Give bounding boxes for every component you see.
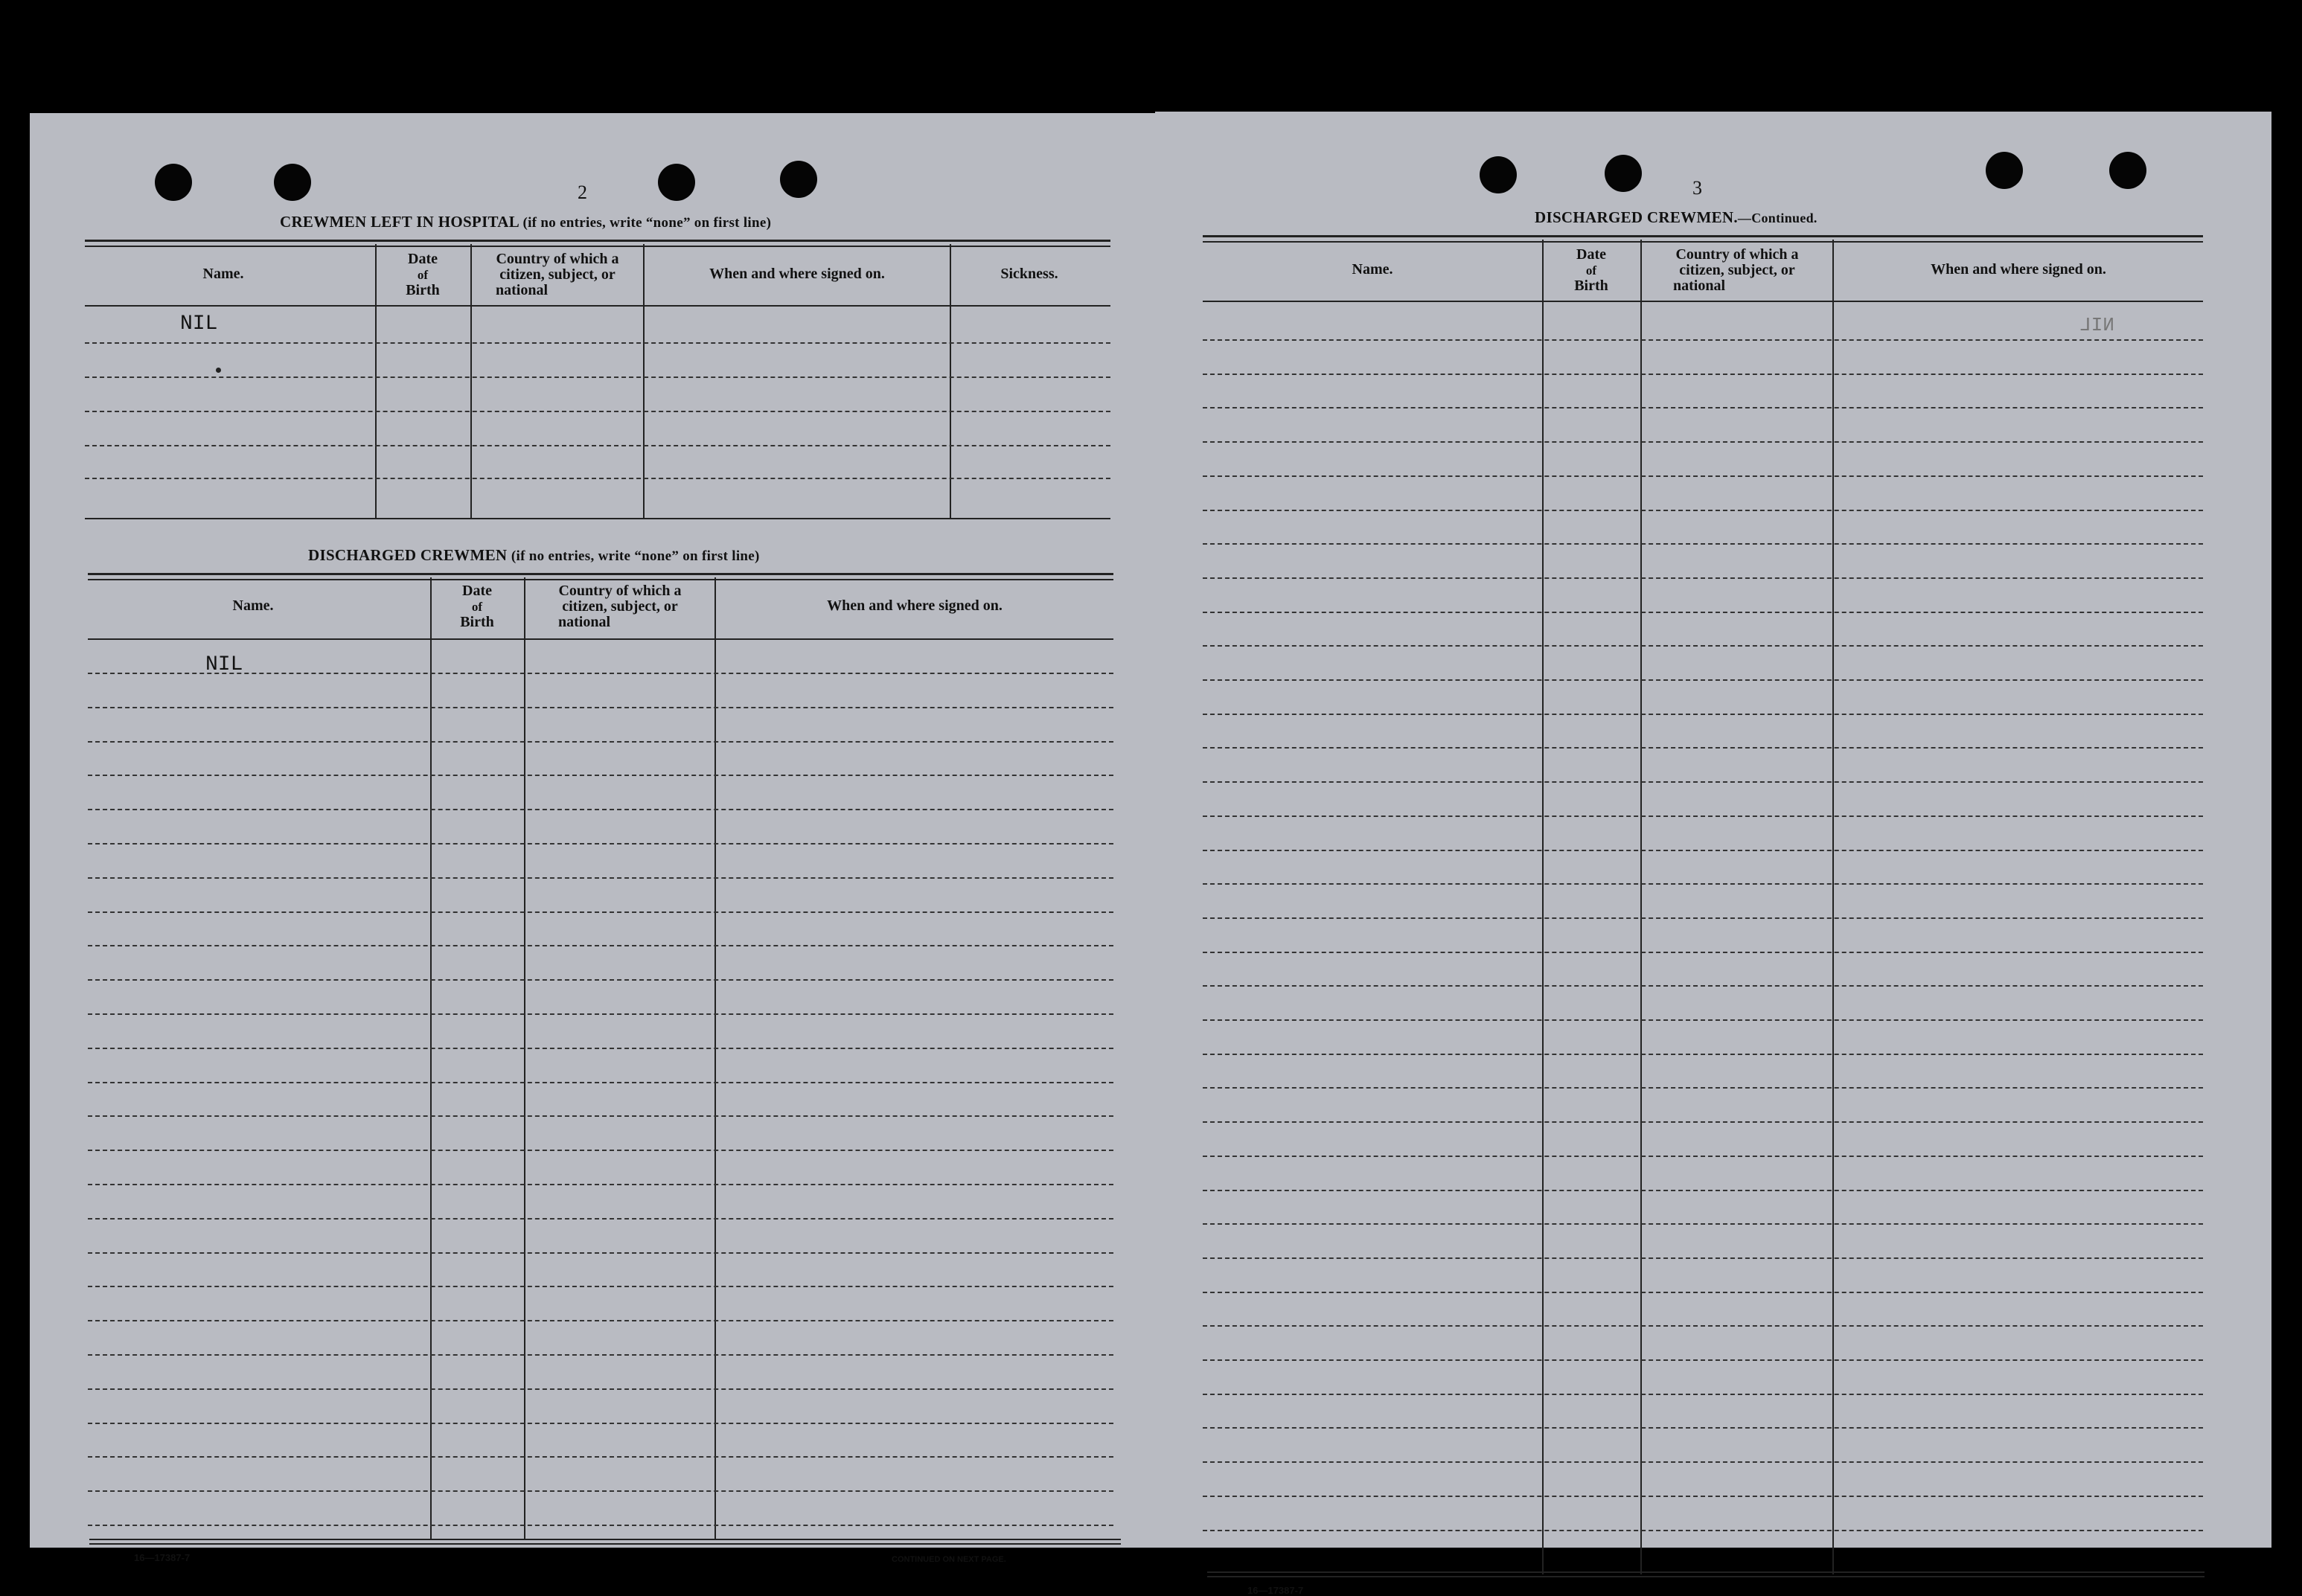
header-bottom-rule (85, 305, 1110, 307)
page-number: 3 (1692, 177, 1702, 199)
header-rule (85, 240, 1110, 242)
entry-line (88, 673, 1113, 674)
punch-hole (274, 164, 311, 201)
entry-line (1203, 543, 2203, 545)
entry-line (88, 1184, 1113, 1185)
punch-hole (780, 161, 817, 198)
entry-line (1203, 985, 2203, 987)
entry-line (1203, 645, 2203, 647)
entry-line (1203, 714, 2203, 715)
entry-line (1203, 781, 2203, 783)
column-header-name: Name. (1352, 261, 1393, 278)
ink-dot (216, 368, 221, 373)
entry-line (1203, 952, 2203, 953)
column-header-name: Name. (202, 266, 244, 282)
entry-line (1203, 577, 2203, 579)
column-divider (1832, 240, 1834, 1574)
discharged-section-title: DISCHARGED CREWMEN (if no entries, write “none” on first line) (308, 546, 760, 564)
entry-line (1203, 1087, 2203, 1089)
column-header-signed-on: When and where signed on. (709, 266, 885, 282)
entry-line (85, 478, 1110, 479)
entry-line (1203, 510, 2203, 511)
entry-line (1203, 883, 2203, 885)
entry-line (88, 1320, 1113, 1321)
entry-line (88, 1048, 1113, 1049)
entry-line (88, 911, 1113, 913)
punch-hole (1605, 155, 1642, 192)
column-header-country: Country of which a citizen, subject, or national (496, 251, 619, 298)
column-divider (643, 244, 645, 518)
entry-line (1203, 850, 2203, 851)
entry-line (88, 1013, 1113, 1015)
entry-line (85, 445, 1110, 446)
entry-line (1203, 374, 2203, 375)
entry-line (1203, 407, 2203, 408)
punch-hole (2109, 152, 2146, 189)
entry-line (88, 809, 1113, 810)
header-rule (1203, 235, 2203, 237)
header-bottom-rule (88, 638, 1113, 640)
header-rule (1203, 241, 2203, 243)
entry-line (88, 1252, 1113, 1254)
entry-line (88, 843, 1113, 845)
entry-line (88, 1082, 1113, 1083)
section-bottom-rule (85, 518, 1110, 519)
column-divider (430, 577, 432, 1539)
column-divider (714, 577, 716, 1539)
entry-line (1203, 1190, 2203, 1191)
form-number: 16—17387-7 (1247, 1585, 1304, 1596)
entry-line (1203, 1461, 2203, 1463)
entry-line (88, 1218, 1113, 1220)
left-form-page (30, 113, 1164, 1564)
entry-line (1203, 1427, 2203, 1429)
entry-line (1203, 1530, 2203, 1531)
column-divider (1640, 240, 1642, 1574)
entry-line (1203, 1019, 2203, 1021)
entry-line (1203, 475, 2203, 477)
entry-line (88, 1423, 1113, 1424)
entry-line (1203, 1359, 2203, 1361)
column-divider (524, 577, 525, 1539)
entry-line (85, 342, 1110, 344)
entry-line (85, 376, 1110, 378)
entry-line (1203, 1054, 2203, 1055)
column-header-dob: Date of Birth (406, 251, 440, 298)
table-bottom-rule (1207, 1571, 2205, 1573)
punch-hole (155, 164, 192, 201)
column-header-name: Name. (232, 597, 274, 614)
entry-line (1203, 917, 2203, 919)
entry-line (1203, 1257, 2203, 1259)
entry-line (1203, 1156, 2203, 1157)
table-bottom-rule (89, 1539, 1121, 1540)
entry-line (88, 1150, 1113, 1151)
entry-line (1203, 1223, 2203, 1225)
entry-line (88, 945, 1113, 946)
bleed-through-text: NIL (2079, 314, 2114, 336)
column-divider (470, 244, 472, 518)
entry-line (88, 979, 1113, 981)
entry-line (1203, 815, 2203, 817)
header-rule (88, 579, 1113, 580)
column-header-dob: Date of Birth (460, 583, 494, 630)
hospital-section-title: CREWMEN LEFT IN HOSPITAL (if no entries, write “none” on first line) (280, 213, 772, 231)
entry-line (88, 1354, 1113, 1356)
entry-line (1203, 1496, 2203, 1497)
entry-line (1203, 1394, 2203, 1395)
entry-line (1203, 1292, 2203, 1293)
continued-note: CONTINUED ON NEXT PAGE. (892, 1555, 1006, 1564)
entry-line (1203, 339, 2203, 341)
column-divider (950, 244, 951, 518)
column-header-signed-on: When and where signed on. (1931, 261, 2106, 278)
punch-hole (1480, 156, 1517, 193)
right-form-page (1155, 112, 2271, 1596)
column-divider (1542, 240, 1544, 1574)
entry-line (88, 1115, 1113, 1117)
entry-line (88, 1456, 1113, 1458)
column-header-sickness: Sickness. (1000, 266, 1058, 282)
column-header-signed-on: When and where signed on. (827, 597, 1003, 614)
entry-line (1203, 612, 2203, 613)
entry-line (88, 741, 1113, 743)
entry-line (1203, 441, 2203, 443)
entry-line (88, 877, 1113, 879)
entry-line (1203, 1325, 2203, 1327)
discharged-entry: NIL (205, 653, 243, 676)
page-title: DISCHARGED CREWMEN.—Continued. (1535, 208, 1817, 226)
entry-line (88, 1286, 1113, 1287)
entry-line (88, 775, 1113, 776)
page-number: 2 (578, 182, 587, 203)
entry-line (1203, 679, 2203, 681)
punch-hole (1986, 152, 2023, 189)
entry-line (88, 1388, 1113, 1390)
header-rule (85, 246, 1110, 247)
entry-line (88, 1525, 1113, 1526)
table-bottom-rule (89, 1543, 1121, 1545)
punch-hole (658, 164, 695, 201)
hospital-entry: NIL (180, 313, 218, 336)
column-header-dob: Date of Birth (1574, 246, 1608, 294)
header-bottom-rule (1203, 301, 2203, 302)
header-rule (88, 573, 1113, 575)
entry-line (1203, 747, 2203, 749)
entry-line (1203, 1121, 2203, 1123)
column-header-country: Country of which a citizen, subject, or national (558, 583, 682, 630)
entry-line (85, 411, 1110, 412)
entry-line (88, 707, 1113, 708)
form-number: 16—17387-7 (134, 1552, 191, 1563)
entry-line (88, 1490, 1113, 1492)
column-header-country: Country of which a citizen, subject, or national (1673, 246, 1799, 294)
